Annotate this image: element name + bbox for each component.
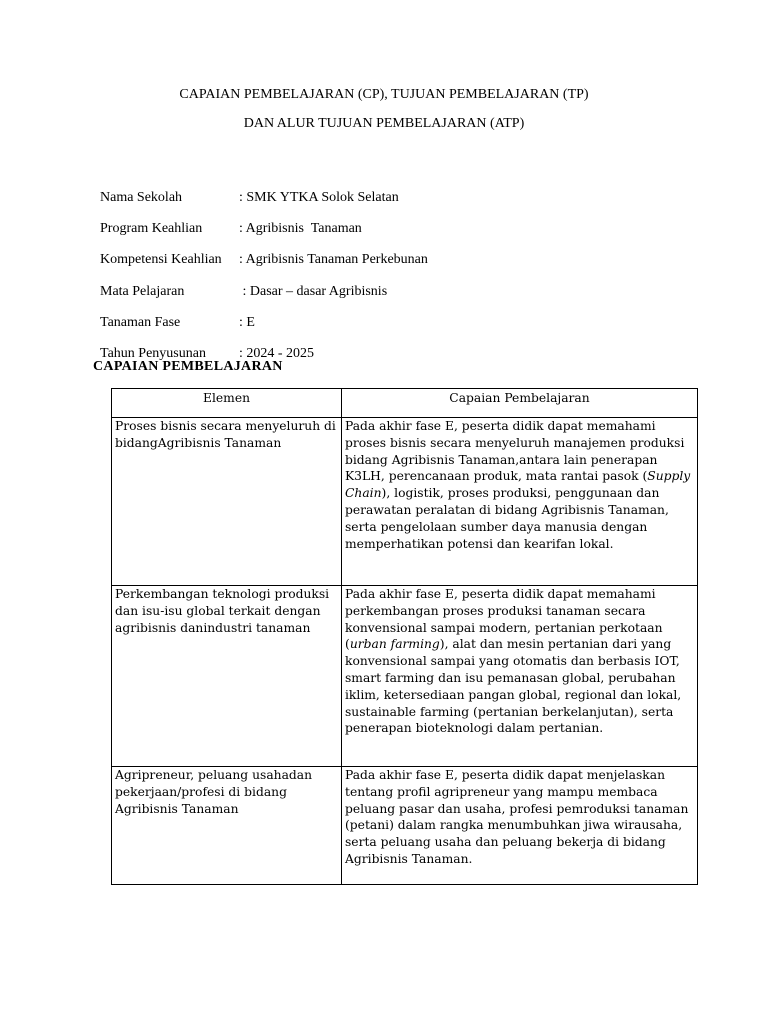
info-value: : 2024 - 2025 (239, 346, 315, 361)
info-label: Mata Pelajaran (100, 284, 185, 299)
info-row-subject (93, 268, 387, 300)
capaian-text: ), alat dan mesin pertanian dari yang konvensional sampai yang otomatis dan berbasis IOT, smart farming dan isu pemanasan global, perubahan iklim, ketersediaan pangan global, regional dan lokal, sustainable farming (pertanian berkelanjutan), serta penerapan bioteknologi dalam pertanian. (345, 637, 682, 736)
capaian-text: ), logistik, proses produksi, penggunaan dan perawatan peralatan di bidang Agribisnis Tanaman, serta pengelolaan sumber daya manusia dengan memperhatikan potensi dan kearifan lokal. (345, 486, 669, 551)
info-label: Tahun Penyusunan (100, 346, 206, 361)
info-label: Nama Sekolah (100, 190, 183, 205)
capaian-table (111, 388, 698, 885)
info-row-school (93, 174, 399, 206)
elemen-cell: Agripreneur, peluang usahadan pekerjaan/profesi di bidang Agribisnis Tanaman (112, 767, 342, 885)
info-value: : Agribisnis Tanaman Perkebunan (239, 252, 428, 267)
capaian-text: Pada akhir fase E, peserta didik dapat memahami perkembangan proses produksi tanaman secara konvensional sampai modern, pertanian perkotaan ( (345, 587, 663, 652)
info-value: : SMK YTKA Solok Selatan (239, 190, 399, 205)
info-row-year (93, 330, 314, 362)
table-row (112, 418, 698, 586)
section-heading: CAPAIAN PEMBELAJARAN (93, 359, 283, 374)
document-title-line-1: CAPAIAN PEMBELAJARAN (CP), TUJUAN PEMBELAJARAN (TP) (179, 87, 589, 102)
info-value: : E (239, 315, 255, 330)
info-value: : Dasar – dasar Agribisnis (239, 284, 388, 299)
info-row-competency (93, 236, 428, 268)
capaian-cell (342, 767, 698, 885)
capaian-italic-term: Supply Chain (345, 469, 691, 501)
capaian-text: Pada akhir fase E, peserta didik dapat memahami proses bisnis secara menyeluruh manajemen produksi bidang Agribisnis Tanaman,antara lain penerapan K3LH, perencanaan produk, mata rantai pasok ( (345, 419, 685, 484)
info-label: Tanaman Fase (100, 315, 181, 330)
info-row-program (93, 205, 362, 237)
document-title-line-2: DAN ALUR TUJUAN PEMBELAJARAN (ATP) (243, 116, 525, 131)
info-label: Kompetensi Keahlian (100, 252, 222, 267)
info-value: : Agribisnis Tanaman (239, 221, 362, 236)
info-label: Program Keahlian (100, 221, 203, 236)
capaian-italic-term: urban farming (349, 637, 440, 652)
table-row (112, 767, 698, 885)
elemen-cell: Proses bisnis secara menyeluruh di bidangAgribisnis Tanaman (112, 418, 342, 586)
capaian-cell (342, 418, 698, 586)
table-header-row (112, 389, 698, 418)
column-header-capaian: Capaian Pembelajaran (342, 389, 698, 418)
elemen-cell: Perkembangan teknologi produksi dan isu-isu global terkait dengan agribisnis danindustri tanaman (112, 586, 342, 767)
info-row-phase (93, 299, 255, 331)
capaian-cell (342, 586, 698, 767)
table-row (112, 586, 698, 767)
column-header-elemen: Elemen (112, 389, 342, 418)
capaian-text: Pada akhir fase E, peserta didik dapat menjelaskan tentang profil agripreneur yang mampu membaca peluang pasar dan usaha, profesi pemroduksi tanaman (petani) dalam rangka menumbuhkan jiwa wirausaha, serta peluang usaha dan peluang bekerja di bidang Agribisnis Tanaman. (345, 768, 689, 866)
